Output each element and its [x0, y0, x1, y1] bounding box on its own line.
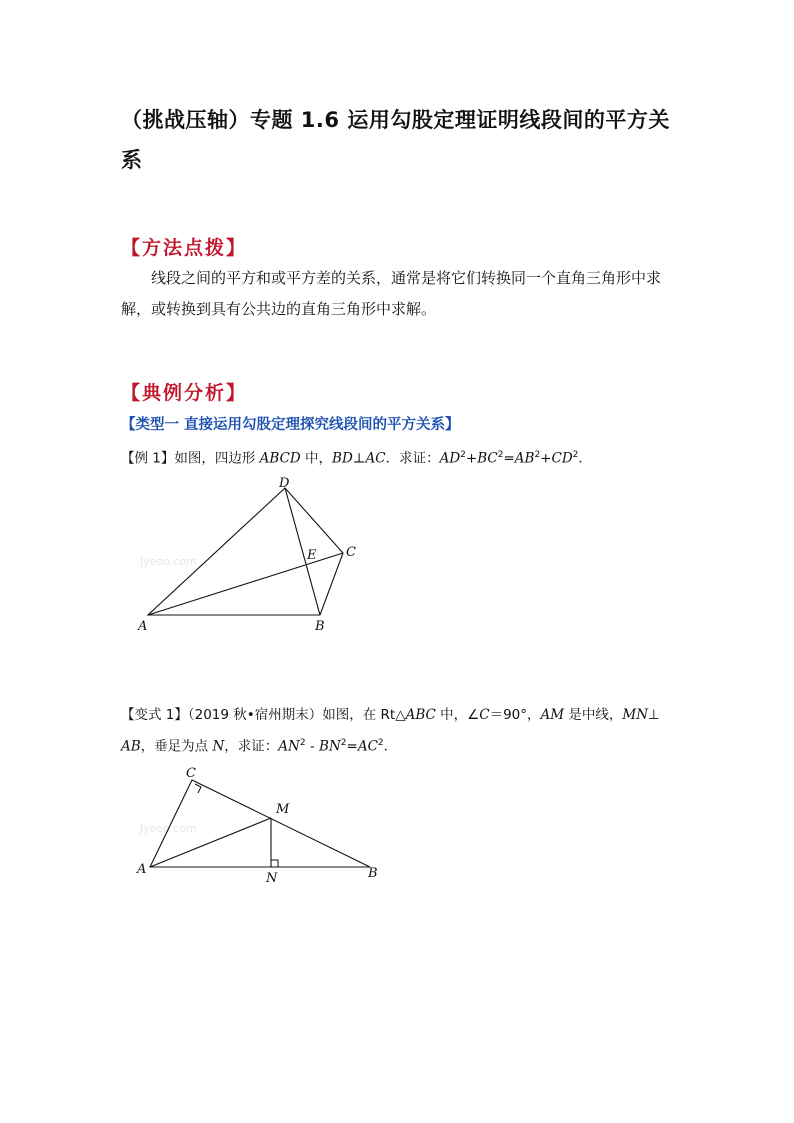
label-m: M	[276, 802, 290, 817]
type1-heading: 【类型一 直接运用勾股定理探究线段间的平方关系】	[121, 417, 460, 433]
var1-ab: AB	[121, 738, 141, 755]
var1-an: AN	[278, 738, 300, 755]
title-line-2: 系	[121, 148, 143, 172]
var1-mid4: ，垂足为点	[140, 738, 213, 755]
var1-mid5: ，求证：	[224, 738, 279, 755]
label-e: E	[307, 548, 317, 563]
label-a2: A	[137, 862, 147, 877]
var1-mid3: 是中线，	[564, 707, 623, 723]
ex1-equals: =	[503, 450, 515, 467]
ex1-sq3: 2	[534, 450, 541, 460]
ex1-ad: AD	[439, 450, 461, 467]
ex1-prefix: 【例 1】如图，四边形	[121, 450, 260, 467]
method-heading: 【方法点拨】	[121, 237, 248, 259]
var1-minus: -	[305, 738, 320, 755]
label-d: D	[279, 476, 290, 491]
ex1-sq4: 2	[572, 450, 579, 460]
var1-am: AM	[540, 707, 565, 723]
label-b2: B	[368, 866, 378, 881]
ex1-sq1: 2	[460, 450, 466, 460]
right-angle-mark-c	[195, 784, 201, 793]
figure2-watermark: Jyeoo.com	[140, 822, 197, 835]
var1-end: ．	[383, 738, 398, 755]
var1-sq3: 2	[377, 738, 384, 748]
var1-prefix: 【变式 1】（2019 秋•宿州期末）如图，在 Rt△	[121, 707, 406, 723]
ex1-end: ．	[578, 450, 592, 467]
var1-mn: MN	[622, 707, 649, 723]
ex1-quad: ABCD	[259, 450, 301, 467]
example-heading: 【典例分析】	[121, 382, 248, 404]
ex1-perp: BD⊥AC	[332, 450, 386, 467]
figure1-watermark: Jyeoo.com	[140, 555, 197, 568]
var1-n: N	[212, 738, 225, 755]
method-paragraph	[121, 263, 681, 325]
ex1-sq2: 2	[497, 450, 504, 460]
ex1-bc: BC	[477, 450, 498, 467]
label-c2: C	[186, 766, 196, 781]
var1-eq: =	[346, 738, 358, 755]
var1-bn: BN	[319, 738, 341, 755]
ex1-mid2: ．求证：	[385, 450, 440, 467]
var1-sq2: 2	[340, 738, 347, 748]
ex1-plus1: +	[465, 450, 478, 467]
label-n: N	[266, 871, 278, 886]
var1-perp: ⊥	[648, 707, 660, 723]
var1-mid1: 中，∠	[435, 707, 480, 723]
var1-angle-c: C	[479, 707, 490, 723]
page-title	[121, 100, 681, 180]
right-triangle-figure	[130, 760, 390, 890]
quadrilateral-figure	[130, 470, 370, 640]
label-b: B	[315, 619, 325, 634]
var1-mid2: ＝90°，	[489, 707, 541, 723]
label-c: C	[346, 545, 356, 560]
right-angle-mark-n	[271, 860, 278, 867]
ex1-cd: CD	[551, 450, 573, 467]
ex1-plus2: +	[540, 450, 552, 467]
ex1-ab: AB	[514, 450, 535, 467]
title-line-1: （挑战压轴）专题 1.6 运用勾股定理证明线段间的平方关	[121, 108, 670, 132]
example1-statement	[121, 441, 691, 473]
variant1-statement	[121, 701, 691, 761]
ex1-mid1: 中，	[300, 450, 333, 467]
var1-ac: AC	[357, 738, 378, 755]
var1-tri: ABC	[405, 707, 436, 723]
method-text: 线段之间的平方和或平方差的关系，通常是将它们转换同一个直角三角形中求解，或转换到具有公共边的直角三角形中求解。	[121, 269, 662, 318]
label-a: A	[138, 619, 148, 634]
var1-sq1: 2	[299, 738, 306, 748]
